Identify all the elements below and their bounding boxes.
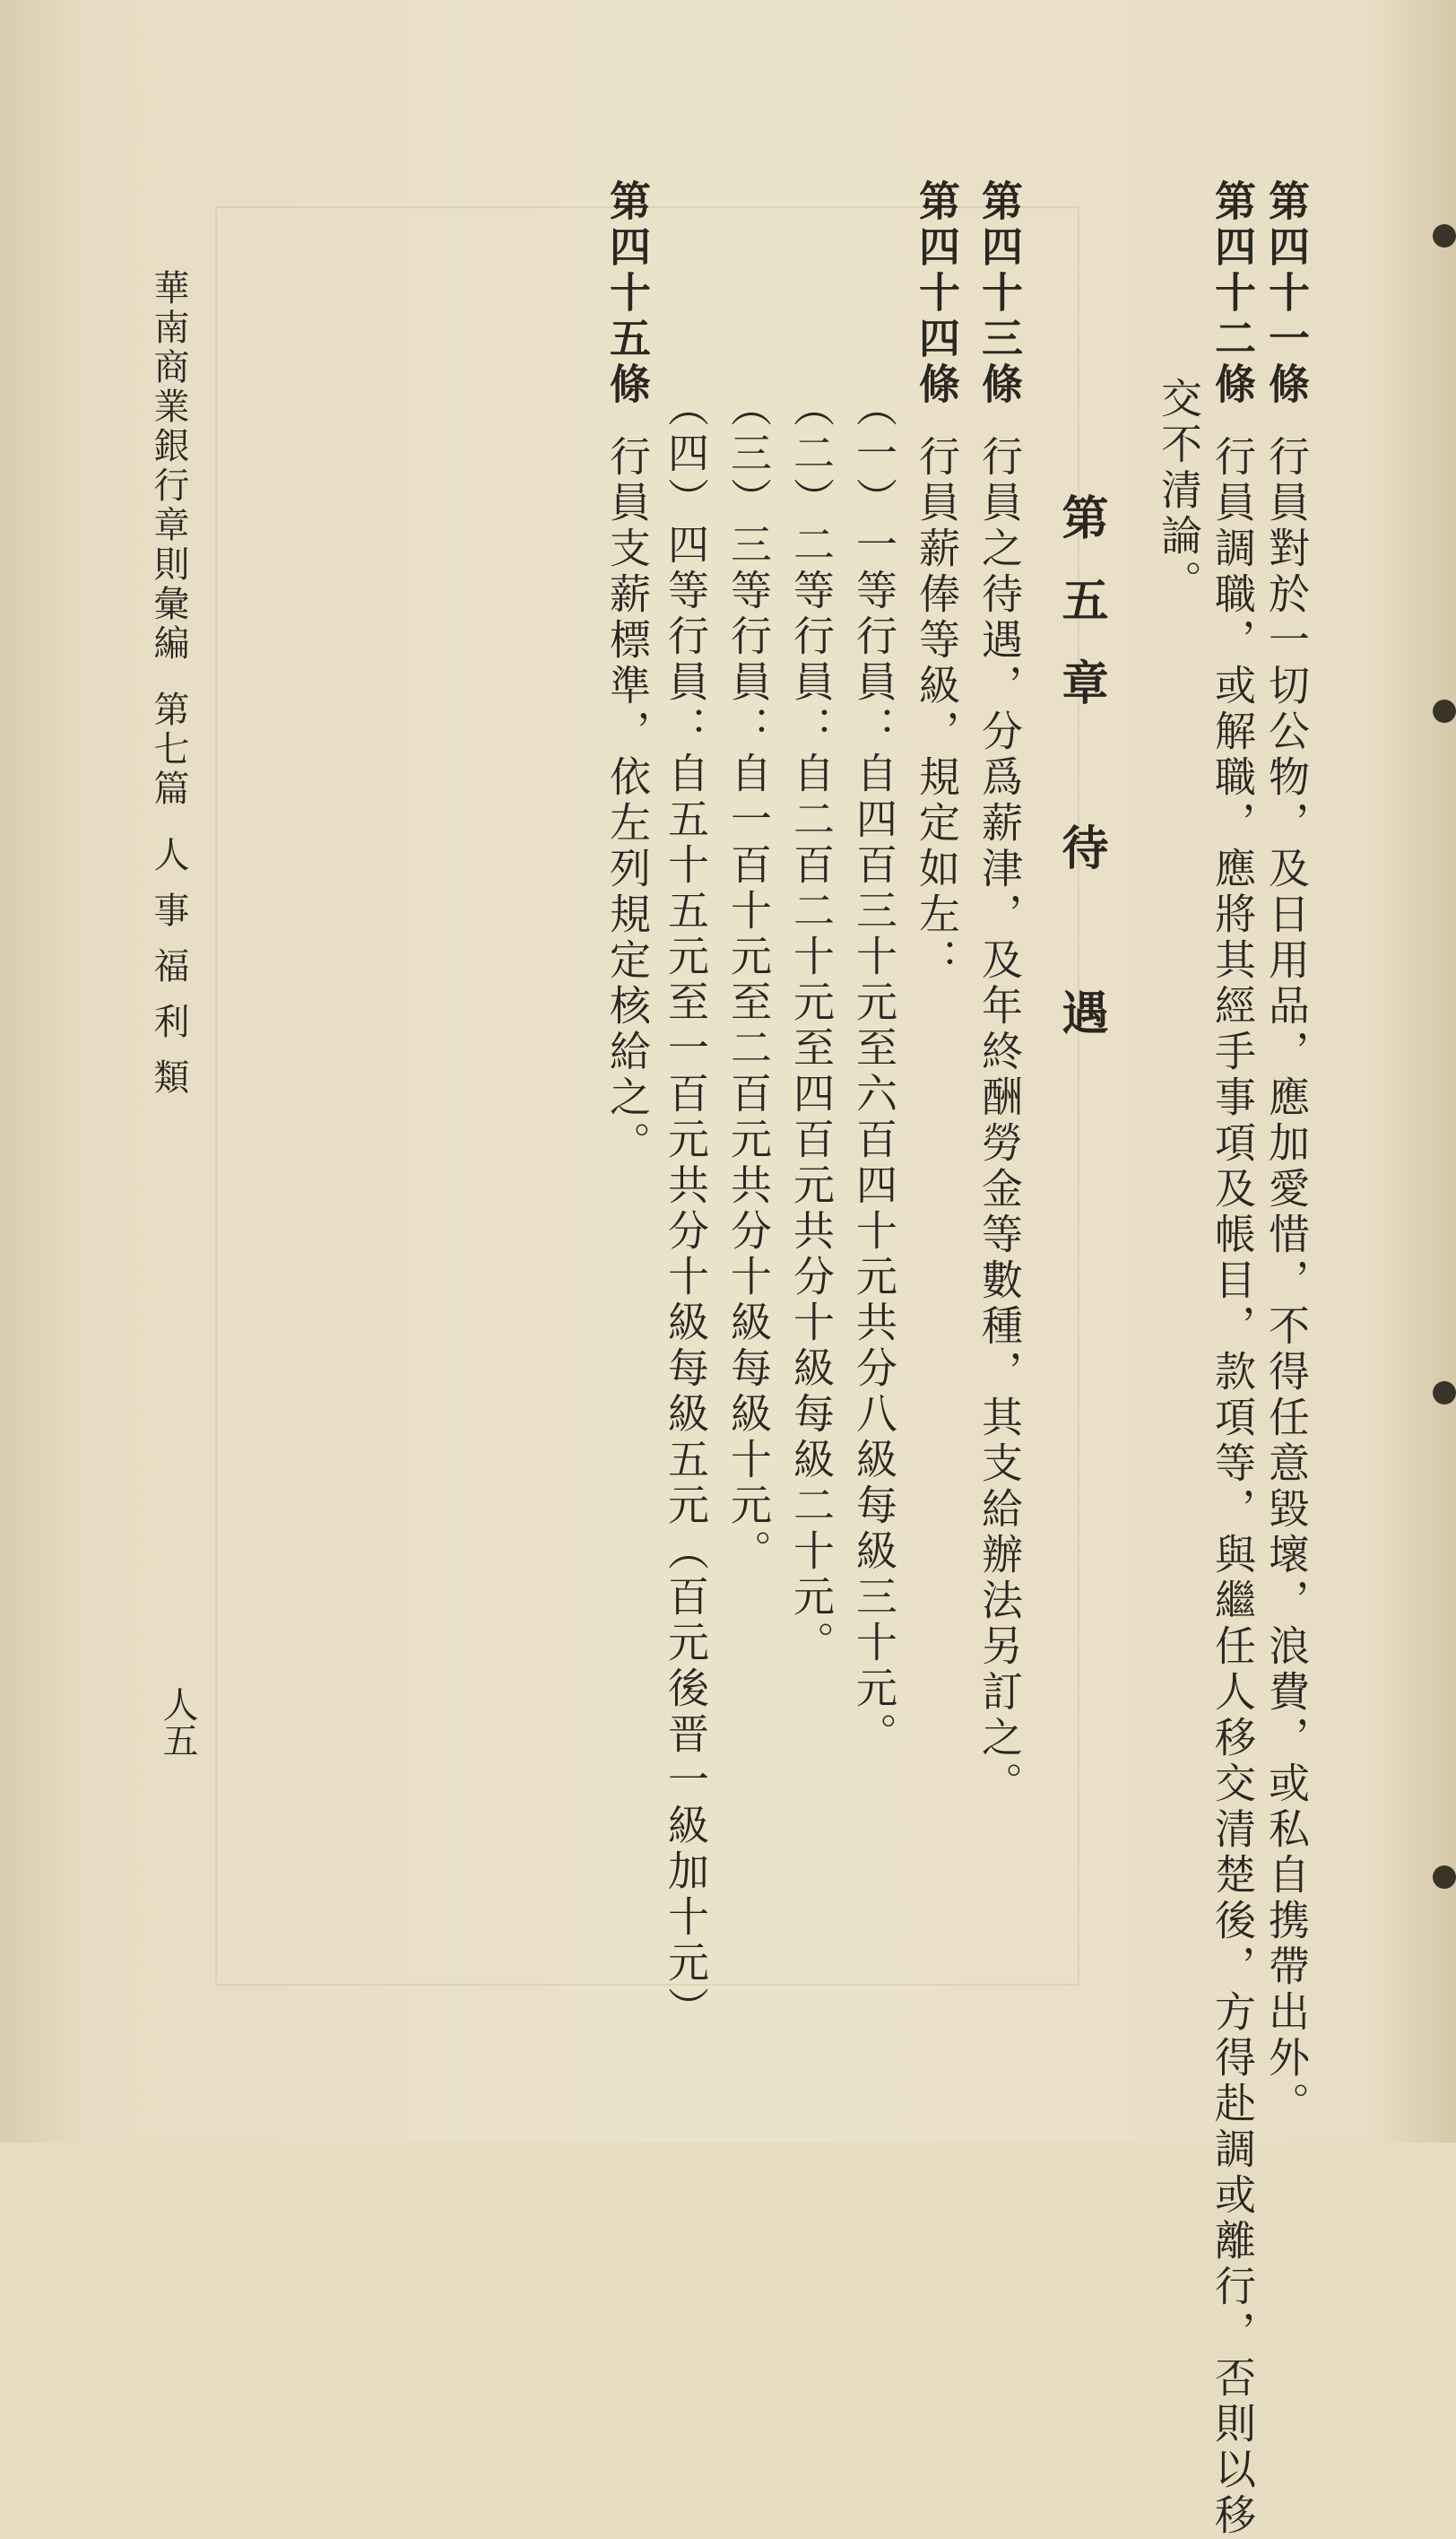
article-text: 交不清論。 [1155,377,1203,605]
article-42-continuation [1152,377,1206,605]
binder-hole [1433,700,1456,723]
salary-grade-4: （四）四等行員：自五十五元至一百元共分十級每級五元（百元後晋一級加十元） [662,386,710,2032]
page-number: 人五 [157,1686,198,1758]
binder-hole [1433,1381,1456,1404]
chapter-heading: 第五章 待 遇 [1053,493,1108,1071]
salary-grade-2: （二）二等行員：自二百二十元至四百元共分十級每級二十元。 [787,386,836,1666]
binder-hole [1433,1865,1456,1889]
footer-category: 人事福利類 [148,836,189,1114]
article-label: 第四十一條 [1262,179,1311,408]
footer [143,269,195,1114]
article-text: 行員之待遇，分爲薪津，及年終酬勞金等數種，其支給辦法另訂之。 [975,435,1024,1807]
article-text: 行員薪俸等級，規定如左： [913,435,961,984]
salary-grade-3: （三）三等行員：自一百十元至二百元共分十級每級十元。 [724,386,773,1575]
footer-part: 第七篇 [148,691,189,809]
footer-book-title: 華南商業銀行章則彙編 [148,269,189,664]
salary-grade-1: （一）一等行員：自四百三十元至六百四十元共分八級每級三十元。 [850,386,898,1758]
binder-hole [1433,224,1456,248]
article-label: 第四十四條 [913,179,961,408]
article-label: 第四十三條 [975,179,1024,408]
article-label: 第四十五條 [603,179,652,408]
article-text: 行員支薪標準，依左列規定核給之。 [603,435,652,1167]
article-label: 第四十二條 [1209,179,1257,408]
article-41 [1260,179,1313,2127]
article-43 [973,179,1027,1807]
article-44 [910,179,964,984]
article-text: 行員調職，或解職，應將其經手事項及帳目，款項等，與繼任人移交清楚後，方得赴調或離行，否則以移 [1209,435,1257,2539]
article-42 [1206,179,1260,2539]
article-text: 行員對於一切公物，及日用品，應加愛惜，不得任意毀壞，浪費，或私自携帶出外。 [1262,435,1311,2127]
article-45 [601,179,654,1167]
